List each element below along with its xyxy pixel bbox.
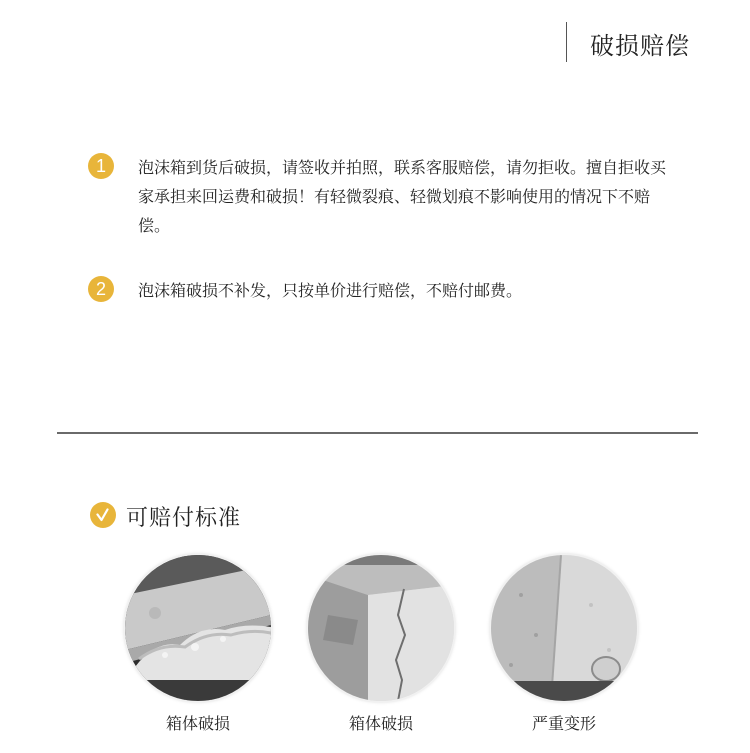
damage-photo-broken-box-1	[125, 555, 271, 701]
rule-text: 泡沫箱到货后破损，请签收并拍照，联系客服赔偿，请勿拒收。擅自拒收买家承担来回运费和破损！有轻微裂痕、轻微划痕不影响使用的情况下不赔偿。	[138, 158, 667, 235]
damage-label: 箱体破损	[165, 714, 230, 733]
rule-text: 泡沫箱破损不补发，只按单价进行赔偿，不赔付邮费。	[138, 281, 523, 300]
damage-label: 箱体破损	[348, 714, 413, 733]
number-badge: 2	[88, 276, 114, 302]
number-badge: 1	[88, 153, 114, 179]
section-divider	[57, 432, 698, 434]
check-icon	[90, 502, 116, 528]
damage-label: 严重变形	[531, 714, 596, 733]
page-title: 破损赔偿	[590, 32, 690, 60]
section-title: 可赔付标准	[126, 506, 242, 531]
damage-photo-cracked-box	[308, 555, 454, 701]
header-divider	[566, 22, 567, 62]
damage-photo-deformed-box	[491, 555, 637, 701]
